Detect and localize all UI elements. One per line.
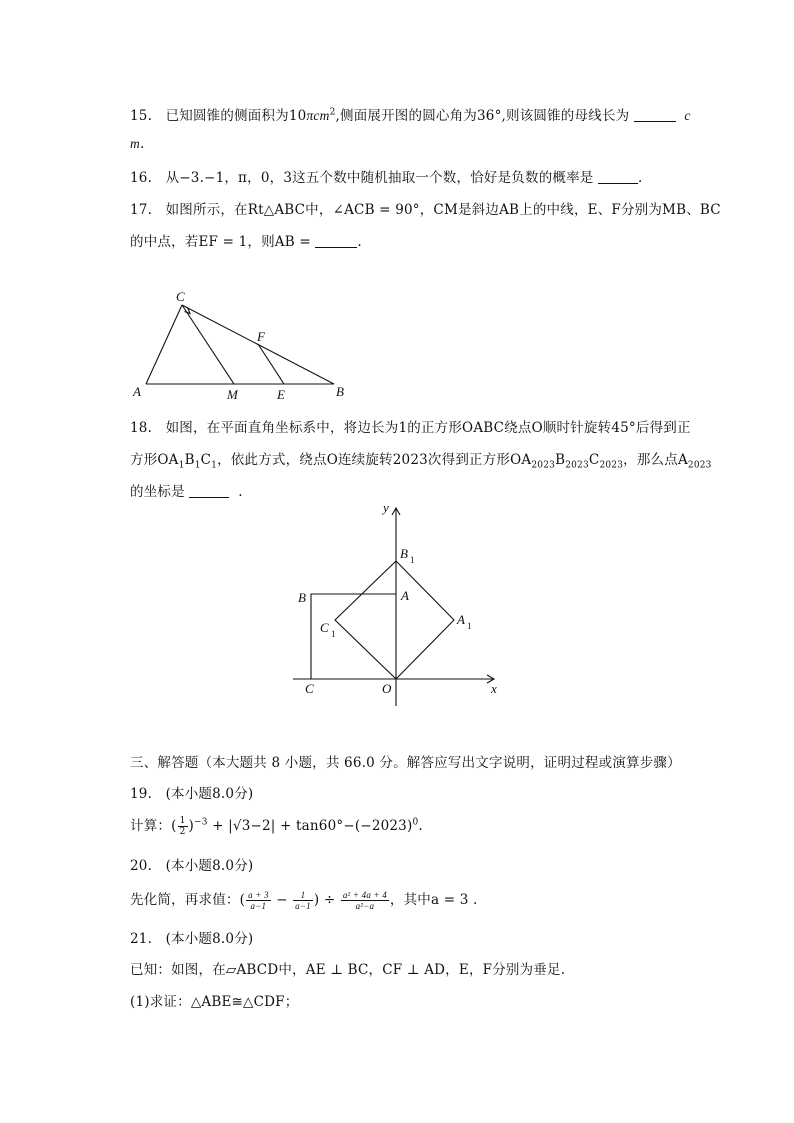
point-label-m: M [227, 387, 238, 402]
point-label-a: A [401, 588, 409, 603]
point-label-c1-subscript: 1 [331, 629, 336, 639]
score-label: (本小题8.0分) [165, 858, 254, 874]
answer-blank[interactable] [189, 483, 229, 498]
question-21-part-1: (1)求证：△ABE≅△CDF； [130, 994, 299, 1010]
point-label-b: B [298, 590, 306, 605]
fraction-a-plus-3: $\frac{a + 3}{a-1}$ [248, 890, 269, 911]
point-label-a1-subscript: 1 [467, 621, 472, 631]
point-label-b: B [336, 384, 344, 399]
question-number: 15. [130, 108, 153, 124]
question-15: 15. 已知圆锥的侧面积为10πcm$^2$,侧面展开图的圆心角为36°,则该圆锥的母线长为 c [130, 107, 691, 124]
point-label-c: C [176, 289, 185, 304]
fraction-one-half: $\frac{1}{2}$ [179, 816, 186, 837]
question-21-header [130, 927, 253, 947]
question-16: 16. 从−3.−1，π，0，3这五个数中随机抽取一个数，恰好是负数的概率是 . [130, 170, 643, 186]
score-label: (本小题8.0分) [165, 931, 254, 947]
point-label-b1: B [400, 546, 408, 561]
answer-blank[interactable] [315, 233, 357, 248]
axis-label-x: x [491, 681, 497, 696]
answer-blank[interactable] [598, 169, 638, 184]
question-18-answer-line: 的坐标是 . [130, 484, 243, 500]
fraction-one-over-a-minus-1: $\frac{1}{a-1}$ [295, 890, 311, 911]
question-18-continued: 方形$OA_1B_1C_1$，依此方式，绕点O连续旋转2023次得到正方形$OA_{2023}B_{2023}C_{2023}$，那么点$A_{2023}$ [130, 452, 712, 471]
point-label-f: F [257, 329, 265, 344]
section-3-heading: 三、解答题（本大题共 8 小题，共 66.0 分。解答应写出文字说明，证明过程或演算步骤） [130, 755, 681, 771]
question-number: 20. [130, 858, 153, 874]
question-number: 18. [130, 420, 153, 436]
point-label-a1: A [457, 612, 465, 627]
fraction-quadratic: $\frac{\text{a² + 4a + 4}}{\text{a²−a}}$ [342, 890, 387, 911]
point-label-b1-subscript: 1 [410, 555, 415, 565]
question-17-continued: 的中点，若EF = 1，则AB = . [130, 234, 362, 250]
question-number: 21. [130, 931, 153, 947]
question-19-header [130, 782, 253, 802]
question-20-header [130, 854, 253, 874]
score-label: (本小题8.0分) [165, 786, 254, 802]
question-17: 17. 如图所示，在Rt△ABC中，∠ACB = 90°，CM是斜边AB上的中线，E、F分别为MB、BC [130, 202, 721, 218]
question-number: 19. [130, 786, 153, 802]
question-19-expression: 计算：( $\frac{1}{2}$ )$^{-3} + |√3-2| + \tan 60^\circ-(-2023)^0$. [130, 816, 423, 837]
point-label-c: C [305, 681, 314, 696]
point-label-o: O [382, 681, 392, 696]
axis-label-y: y [383, 500, 389, 515]
point-label-a: A [133, 384, 141, 399]
question-number: 16. [130, 170, 153, 186]
question-20-expression: 先化简，再求值：( $\frac{a + 3}{a-1}$ − $\frac{1}{a-1}$ ) ÷ $\frac{\text{a² + 4a + 4}}{\text{a²−a}}$ ，其中a = 3 . [130, 890, 478, 911]
point-label-e: E [277, 387, 285, 402]
question-number: 17. [130, 202, 153, 218]
point-label-c1: C [320, 620, 329, 635]
question-21-given: 已知：如图，在▱ABCD中，AE ⊥ BC，CF ⊥ AD，E，F分别为垂足. [130, 962, 566, 978]
answer-blank[interactable] [634, 107, 676, 122]
question-18: 18. 如图，在平面直角坐标系中，将边长为1的正方形OABC绕点O顺时针旋转45°后得到正 [130, 420, 691, 436]
question-15-continued: m. [130, 136, 145, 152]
